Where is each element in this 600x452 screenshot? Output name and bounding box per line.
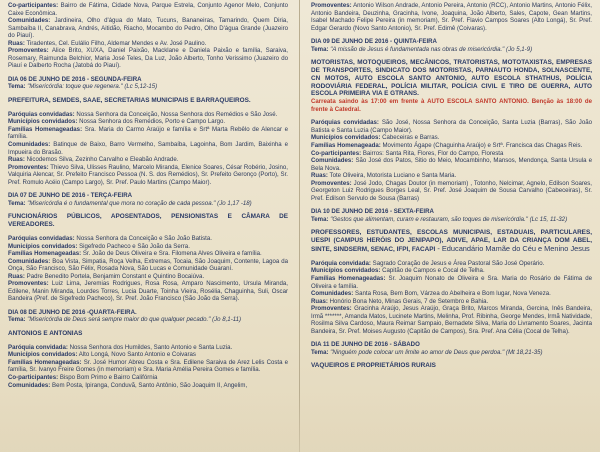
day6-group-heading: PREFEITURA, SEMDES, SAAE, SECRETARIAS MUNICIPAIS E BARRAQUEIROS. xyxy=(8,97,251,105)
day6-promoters: Promoventes: Thievo Silva, Ulisses Raulino, Marcelo Miranda, Elenice Soares, César Robério, Josino, Valquiria Alencar, Sr. Prefeito Francisco Pessoa (N. S. dos Remédios), Sr. Prefeito Geronço (Porto), Sr. Pref. Romulo Acéio (Campo Largo), Sr. Pref. Paulo Martins (Campo Maior). xyxy=(8,163,288,186)
day7-promoters: Promoventes: Luiz Lima, Jeremias Rodrigues, Rosa Rosa, Amparo Nascimento, Ursula Miranda, Edilene, Manin Miranda, Lourdes Torres, Lucia Duarte, Toinha Vieira, Rosélia, Chaguinha, Suli, Oscar Bandeira (Pref. de Sigefredo Pacheco), Sr. Pref. João Francisco (São João da Serra). xyxy=(8,280,288,303)
day8-group-heading: ANTONIOS E ANTONIAS xyxy=(8,329,83,337)
block1-communities: Comunidades: Jardineira, Olho d'água do Mato, Tucuns, Bananeiras, Tamarindo, Quem Diria, Sambaíba II, Canabrava, Andrés, Aitidão, Riacho, Mocambo do Pedro, Olho D'água Grande (Juazeiro do Piauí). xyxy=(8,17,288,40)
day9-group-heading: MOTORISTAS, MOTOQUEIROS, MECÂNICOS, TRATORISTAS, MOTOTAXISTAS, EMPRESAS DE TRANSPORTES, SINDICATO DOS MOTORISTAS, PARNAUTO HONDA, SOLNASCENTE, CN MOTOS, AUTO ESCOLA SANTO ANTONIO, AUTO ESCOLA STHATHUS, POLÍCIA RODOVIÁRIA FEDERAL, POLÍCIA MILITAR, POLÍCIA CIVIL E TIRO DE GUERRA, AUTO ESCOLA PRIMEIRA VIA E GTRANS. xyxy=(311,59,592,98)
day10-theme: Tema: "Gestos que alimentam, curam e restauram, são toques de misericórdia." (Lc 15, 11-32) xyxy=(311,215,568,223)
day11-date-heading: DIA 11 DE JUNHO DE 2016 - SÁBADO xyxy=(311,341,420,349)
day8-parishes: Paróquia convidada: Nossa Senhora dos Humildes, Santo Antonio e Santa Luzia. xyxy=(8,343,233,351)
day10-families: Famílias Homenageadas: Sr. Joaquim Nonato de Oliveira e Sra. Maria do Rosário de Fátima de Oliveira e família. xyxy=(311,274,592,290)
day6-date-heading: DIA 06 DE JUNHO DE 2016 - SEGUNDA-FEIRA xyxy=(8,75,142,83)
day8-coparticipants: Co-participantes: Bispo Bom Primo e Bairro Califórnia xyxy=(8,373,158,381)
day9-date-heading: DIA 09 DE JUNHO DE 2016 - QUINTA-FEIRA xyxy=(311,38,437,46)
day9-coparticipants: Co-participantes: Bairros: Santa Rita, Flores, Flor do Campo, Floresta xyxy=(311,149,504,157)
day10-promoters: Promoventes: Gracinha Araújo, Jesus Araújo, Graça Brito, Marcos Miranda, Gercina, Inês Bandeira, Irmã *******, Amanda Matos, Lucinete Martins, Melinha, Prof. Ribinha, George Mendes, Irmã Natividade, Rosilma Silva Cardoso, Maura Reimar Sampaio, Bernadete Silva, Maria do Livramento Soares, Jacinta Bandeira, Sr. Pref. Moises Augusto (Capitão de Campos), Sra. Pref. Ana Célia (Cocal de Telha). xyxy=(311,305,592,335)
day10-streets: Ruas: Honório Bona Neto, Minas Gerais, 7 de Setembro e Bahia. xyxy=(311,297,489,305)
day9-motorcade-notice: Carreata saindo às 17:00 em frente à AUTO ESCOLA SANTO ANTONIO. Benção às 18:00 de frente à Catedral. xyxy=(311,98,592,113)
block1-streets: Ruas: Tiradentes, Cel. Eulálio Filho, Aldemar Mendes e Av. José Paulino. xyxy=(8,39,207,47)
day7-date-heading: DIA 07 DE JUNHO DE 2016 - TERÇA-FEIRA xyxy=(8,192,133,200)
day11-group-heading: VAQUEIROS E PROPRIETÁRIOS RURAIS xyxy=(311,362,436,370)
day8-families: Famílias Homenageadas: Sr. José Humor Abreu Costa e Sra. Edilene Saraiva de Arez Lelis Costa e família, Sr. Ivanyo Freire Gomes (in memoriam) e Sra. Maria Amélia Pereira Gomes e família. xyxy=(8,358,288,374)
day7-theme: Tema: "Misericórdia é o fundamental que mora no coração de cada pessoa." (Jo 1,17 -18) xyxy=(8,199,252,207)
day8-theme: Tema: "Misericórdia de Deus será sempre maior do que qualquer pecado." (Jo 8,1-11) xyxy=(8,316,242,324)
day7-municipalities: Municípios convidados: Sigefredo Pacheco e São João da Serra. xyxy=(8,242,190,250)
day9-municipalities: Municípios convidados: Cabeceiras e Barras. xyxy=(311,134,440,142)
day6-communities: Comunidades: Batinque de Baixo, Barro Vermelho, Sambaíba, Lagoinha, Bom Jardim, Baixinha e Impueira do Brasão. xyxy=(8,141,288,156)
day10-communities: Comunidades: Santa Rosa, Bem Bom, Várzea do Abelheira e Bom lugar, Nova Veneza. xyxy=(311,290,551,298)
day8-municipalities: Municípios convidados: Alto Longá, Novo Santo Antonio e Coivaras xyxy=(8,351,196,359)
column-divider xyxy=(299,0,300,452)
day7-families: Famílias Homenageadas: Sr. João de Deus Oliveira e Sra. Filomena Alves Oliveira e família. xyxy=(8,250,262,258)
day10-date-heading: DIA 10 DE JUNHO DE 2016 - SEXTA-FEIRA xyxy=(311,208,434,216)
day9-communities: Comunidades: São José dos Patos, Sitio do Meio, Mocambinho, Mansos, Mendonça, Santa Ursula e Bela Nova. xyxy=(311,157,592,172)
day7-streets: Ruas: Padre Benedito Portela, Benjamim Constant e Quintino Bocaiúva. xyxy=(8,272,205,280)
day9-parishes: Paróquias convidadas: São José, Nossa Senhora da Conceição, Santa Luzia (Barras), São João Batista e Santa Luzia (Campo Maior). xyxy=(311,119,592,134)
left-column xyxy=(0,0,294,452)
day9-theme: Tema: "A missão de Jesus é fundamentada nas obras de misericórdia." (Jo 5,1-9) xyxy=(311,45,533,53)
day10-group-heading: PROFESSORES, ESTUDANTES, ESCOLAS MUNICIPAIS, ESTADUAIS, PARTICULARES, UESPI (CAMPUS HERÓIS DO JENIPAPO), ADIVE, APAE, LAR DA CRIANÇA DOM ABEL, SINTE, SINDSERM, SENAC, IFPI, FACAPI - Educandário Mamãe do Céu e Menino Jesus xyxy=(311,229,592,254)
day7-parishes: Paróquias convidadas: Nossa Senhora da Conceição e São João Batista. xyxy=(8,234,212,242)
day6-theme: Tema: "Misericórdia: toque que regenera." (Lc 5,12-15) xyxy=(8,83,158,91)
day6-families: Famílias Homenageadas: Sra. Maria do Carmo Araújo e família e Srtª Marta Rebêlo de Alencar e família. xyxy=(8,125,288,141)
day6-streets: Ruas: Nicodemos Silva, Zezinho Carvalho e Eleabão Andrade. xyxy=(8,156,179,164)
block1-promoters: Promoventes: Alice Brito, XUXA, Daniel Paixão, Macklane e Daniela Paixão e família, Saraiva, Rosemary, Raimunda Belchior, Maria José Teles, Da Luz, João Alberto, Tonho Verissimo (Juazeiro do Piauí e Dalberto Rocha (Jatobá do Piauí). xyxy=(8,47,289,70)
day7-group-heading: FUNCIONÁRIOS PÚBLICOS, APOSENTADOS, PENSIONISTAS E CÂMARA DE VEREADORES. xyxy=(8,213,288,229)
right-column xyxy=(302,0,598,452)
day8-communities: Comunidades: Bem Posta, Ipiranga, Conduvã, Santo Antônio, São Joaquim II, Angelim, xyxy=(8,381,248,389)
day6-parishes: Paróquias convidadas: Nossa Senhora da Conceição, Nossa Senhora dos Remédios e São José. xyxy=(8,110,278,118)
day10-parishes: Paróquia convidada: Sagrado Coração de Jesus e Área Pastoral São José Operário. xyxy=(311,259,545,267)
day6-municipalities: Municípios convidados: Nossa Senhora dos Remédios, Porto e Campo Largo. xyxy=(8,118,226,126)
day11-theme: Tema: "Ninguém pode colocar um limite ao amor de Deus que perdoa." (Mt 18,21-35) xyxy=(311,348,543,356)
day9-streets: Ruas: Tote Oliveira, Motorista Luciano e Santa Maria. xyxy=(311,172,457,180)
day9-families: Famílias Homenageada: Movimento Ágape (Chaguinha Araújo) e Srtª. Francisca das Chagas Reis. xyxy=(311,142,583,149)
day10-municipalities: Municípios convidados: Capitão de Campos e Cocal de Telha. xyxy=(311,267,485,275)
block1-coparticipants: Co-participantes: Bairro de Fátima, Cidade Nova, Parque Estrela, Conjunto Agenor Melo, Conjunto Caixe Econômica. xyxy=(8,2,288,17)
day7-communities: Comunidades: Boa Vista, Simpatia, Roça Velha, Extremas, Tocaia, São Joaquim, Contente, Lagoa da Onça, São Francisco, São Félix, Rosada Nova, São Lucas e Comunidade Guaraní. xyxy=(8,257,288,273)
day9-promoters: Promoventes: José Jodo, Chagas Doutor (in memoriam) , Totonho, Nelcimar, Agnelo, Edilson Soares, Georgeton Luiz Rodrigues Borges Leal, Sr. Pref. José Joaquim de Sousa Carvalho (Cabeceiras), Sr. Pref. Edilson Servulo de Sousa (Barras) xyxy=(311,179,593,202)
day8-promoters: Promoventes: Antonio Wilson Andrade, Antonio Pereira, Antonio (RCC), Antonio Martins, Antonio Félix, Antonio Bandeira, Deuzinha, Gracinha, Ivone, Joaquina, João Alberto, Sales, Capote, Gean Martins, Isabel Machado Felipe Pereira (in memoriam), Sr. Pref. Flavio Campos Soares (Alto Longá), Sr. Pref. Edgar Gerardo (Novo Santo Antonio), Sr. Pref. Edimê (Coivaras). xyxy=(311,2,592,32)
day8-date-heading: DIA 08 DE JUNHO DE 2016 -QUARTA-FEIRA. xyxy=(8,308,137,316)
